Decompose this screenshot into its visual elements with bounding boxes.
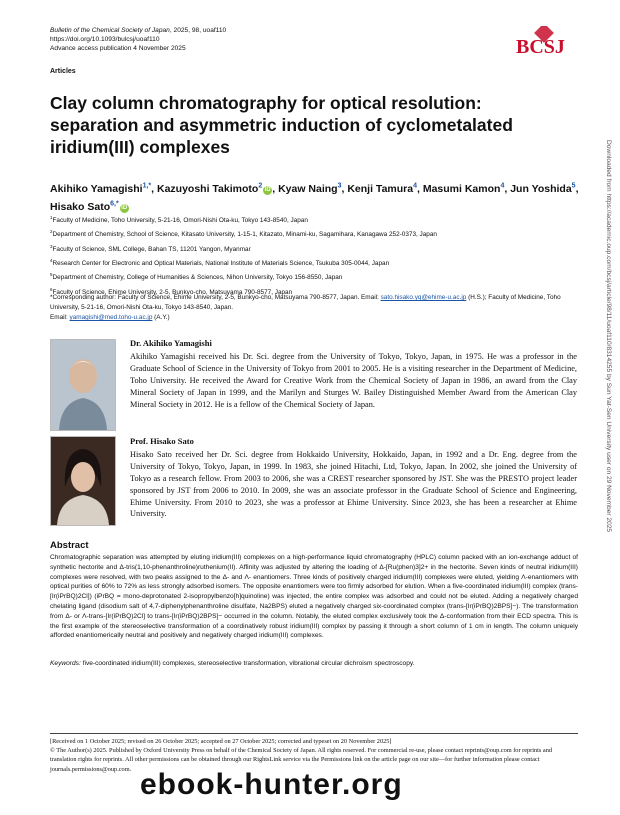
affiliation: $^3$Faculty of Science, SML College, Bahan TS, 11201 Yangon, Myanmar (50, 243, 251, 253)
keywords-label: Keywords: (50, 660, 81, 667)
author-name: Masumi Kamon (422, 182, 501, 195)
running-header (50, 26, 226, 53)
bio-sato (130, 436, 577, 520)
download-note (604, 140, 614, 660)
author-name: Kazuyoshi Takimoto (157, 182, 259, 195)
orcid-icon[interactable]: iD (121, 205, 128, 211)
author-name: Kenji Tamura (347, 182, 414, 195)
keywords-text: five-coordinated iridium(III) complexes, stereoselective transformation, vibrational circular dichroism spectroscopy. (82, 660, 415, 667)
bio-text: Akihiko Yamagishi received his Dr. Sci. degree from the University of Tokyo, Tokyo, Japan, in 1975. He was a professor in the Graduate School of Science in the University of Tokyo from 2001 to 2005. He is a visiting researcher in the Department of Medicine, Toho University. He received the Award for Creative Work from the Chemical Society of Japan in 1986, an award from the Clay Mineral Society of Japan in 1999, and the Marilyn and Sturges W. Bailey Distinguished Member Award from the American Clay Mineral Society in 2012. He is a fellow of the Chemical Society of Japan. (130, 351, 577, 409)
footer-divider (50, 733, 578, 734)
affiliation: $^2$Department of Chemistry, School of Science, Kitasato University, 1-15-1, Kitazato, Minami-ku, Sagamihara, Kanagawa 252-0373, Japan (50, 229, 437, 239)
advance-access: Advance access publication 4 November 2025 (50, 45, 186, 52)
bio-name: Prof. Hisako Sato (130, 436, 194, 446)
watermark: ebook-hunter.org (140, 768, 403, 801)
correspondence-text: (A.Y.) (152, 314, 170, 321)
orcid-icon[interactable]: iD (264, 186, 271, 193)
citation: , 2025, 98, uoaf110 (169, 27, 227, 34)
author-affiliation-mark: 4 (413, 182, 417, 189)
received-dates: [Received on 1 October 2025; revised on 26 October 2025; accepted on 27 October 2025; corrected and typeset on 20 November 2025] (50, 738, 392, 745)
author-affiliation-mark: 6,* (110, 200, 119, 208)
download-note-text: Downloaded from https://academic.oup.com/bcsj/article/98/11/uoaf110/8314255 by Sun Yat-Sen University user on 29 November 2025 (605, 140, 612, 533)
author: Kyaw Naing$^3$, (278, 182, 348, 195)
affiliation: $^6$Faculty of Science, Ehime University, 2-5, Bunkyo-cho, Matsuyama 790-8577, Japan (50, 286, 293, 296)
author-photo-sato (50, 436, 116, 526)
bcsj-logo (515, 26, 577, 58)
author-affiliation-mark: 4 (500, 182, 505, 189)
correspondence (50, 293, 580, 323)
abstract-heading: Abstract (50, 540, 89, 551)
correspondence-text: (H.S.); Faculty of Medicine, Toho University, 5-21-16, Omori-Nishi Ota-ku, Tokyo 143-8540, Japan. (50, 294, 561, 311)
author-affiliation-mark: 2 (258, 182, 263, 189)
affiliation: $^5$Department of Chemistry, College of Humanities & Sciences, Nihon University, Tokyo 156-8550, Japan (50, 272, 343, 282)
author-affiliation-mark: 5 (571, 182, 576, 189)
author: Kenji Tamura$^4$, (347, 182, 423, 195)
author-affiliation-mark: 3 (337, 182, 342, 189)
logo-text: BCSJ (516, 36, 565, 58)
author: Jun Yoshida$^5$, (510, 182, 579, 195)
correspondence-text: *Corresponding author: Faculty of Science, Ehime University, 2-5, Bunkyo-cho, Matsuyama 790-8577, Japan. Email: (50, 294, 381, 301)
email-link-sato[interactable]: sato.hisako.yq@ehime-u.ac.jp (380, 294, 467, 301)
bio-name: Dr. Akihiko Yamagishi (130, 338, 212, 348)
author-name: Kyaw Naing (278, 182, 338, 195)
author: Kazuyoshi Takimoto$^2$iD , (157, 182, 279, 195)
journal-name: Bulletin of the Chemical Society of Japan (50, 27, 170, 34)
doi-link[interactable]: https://doi.org/10.1093/bulcsj/uoaf110 (50, 36, 160, 43)
bio-yamagishi (130, 338, 577, 410)
affiliation: $^1$Faculty of Medicine, Toho University, 5-21-16, Omori-Nishi Ota-ku, Tokyo 143-8540, Japan (50, 215, 308, 225)
author-affiliation-mark: 1,* (142, 182, 152, 189)
copyright-notice: © The Author(s) 2025. Published by Oxford University Press on behalf of the Chemical Society of Japan. All rights reserved. For commercial re-use, please contact reprints@oup.com for reprints and translation rights for reprints. All other permissions can be obtained through our RightsLink service via the Permissions link on the article page on our site—for further information please contact journals.permissions@oup.com. (50, 747, 553, 773)
bio-text: Hisako Sato received her Dr. Sci. degree from Hokkaido University, Hokkaido, Japan, in 1992 and a Dr. Eng. degree from the University of Tokyo, Tokyo, Japan, in 1999. In 1983, she joined Hitachi, Ltd, Tokyo, Japan. In 2002, she joined the University of Tokyo as a research fellow. From 2003 to 2006, she was a CREST researcher sponsored by JST. She was the PRESTO project leader sponsored by JST from 2006 to 2010. In 2009, she was an associate professor in the Graduate School of Science and Engineering, Ehime University. From 2010 to 2023, she was a professor at Ehime University. Since 2023, she has been a researcher at Ehime University. (130, 449, 577, 519)
email-link-yamagishi[interactable]: yamagishi@med.toho-u.ac.jp (69, 314, 153, 321)
author-name: Hisako Sato (50, 201, 111, 213)
article-title: Clay column chromatography for optical resolution: separation and asymmetric induction of cyclometalated iridium(III) complexes (50, 93, 513, 157)
email-label: Email: (50, 314, 70, 321)
author: Masumi Kamon$^4$, (422, 182, 511, 195)
author-list (50, 178, 590, 215)
section-label: Articles (50, 68, 76, 75)
abstract-text: Chromatographic separation was attempted by eluting iridium(III) complexes on a high-performance liquid chromatography (HPLC) column packed with an ion-exchange adduct of synthetic hectorite and Δ-tris(1,10-phenanthroline)ruthenium(II). Affinity was adjusted by altering the loading of Δ-[Ru(phen)3]2+ in the hectorite. Seven kinds of neutral iridium(III) complexes were resolved, with two peaks assigned to the Δ- and Λ- enantiomers. Three kinds of positively charged iridium(III) complexes were eluted, yielding Λ-enantiomers with optical purities of 60% to 72% as less strongly adsorbed isomers. The opposite enantiomers were too firmly adsorbed for elution. When a five-coordinated iridium(III) complex (trans-[Ir(iPrBQ)2Cl]) (iPrBQ = mono-deprotonated 2-isopropylbenzo[h]quinoline) was injected, the entire complex was adsorbed and could not be eluted. Adding a negatively charged chelating ligand (disodium salt of 4,7-diphenylphenanthroline disulfate, Na2BPS) eluted a negatively charged six-coordinated complex (trans-[Ir(iPrBQ)2BPS]−). The transformation from Δ- or Λ-trans-[Ir(iPrBQ)2Cl] to trans-[Ir(iPrBQ)2BPS]− occurred in the column. Notably, the eluted complex exclusively took the Δ-conformation from their ECD spectra. This is the first example of the stereoselective transformation of a coordinatively robust iridium(III) complex by passing it through a short column of 1 cm in length. The column uniquely afforded enantiomerically neutral and positively and negatively charged iridium(III) complexes. (50, 554, 578, 640)
affiliations (50, 212, 590, 298)
affiliation: $^4$Research Center for Electronic and Optical Materials, National Institute of Materials Science, Tsukuba 305-0044, Japan (50, 257, 390, 268)
author: Akihiko Yamagishi$^{1,*}$, (50, 182, 157, 195)
keywords (50, 660, 578, 667)
author-name: Jun Yoshida (510, 182, 572, 195)
author-photo-yamagishi (50, 339, 116, 431)
author-name: Akihiko Yamagishi (50, 182, 143, 195)
